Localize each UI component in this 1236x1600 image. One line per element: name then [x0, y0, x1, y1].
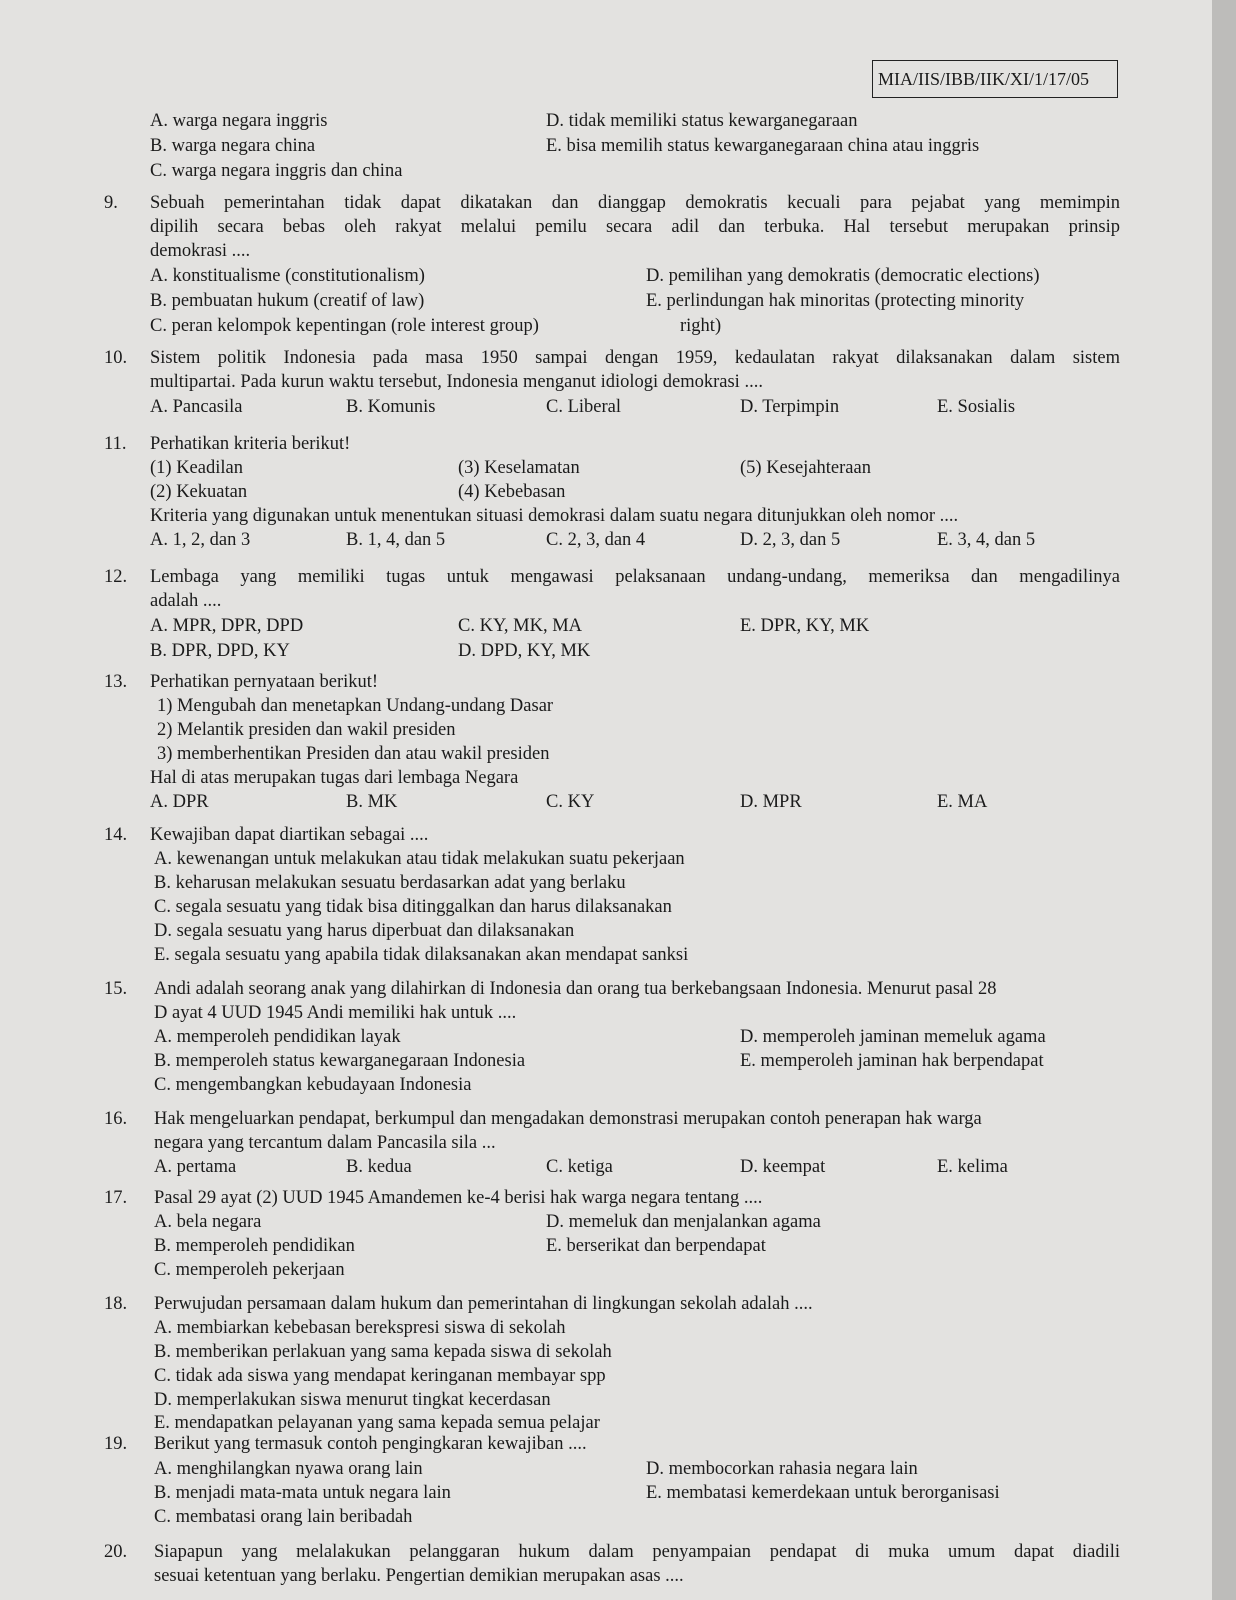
q9-option-e: E. perlindungan hak minoritas (protecting minority: [646, 291, 1025, 311]
q9-text-line1: Sebuah pemerintahan tidak dapat dikatakan dan dianggap demokratis kecuali para pejabat yang memimpin: [150, 193, 1120, 213]
q15-option-b: B. memperoleh status kewarganegaraan Indonesia: [154, 1051, 526, 1071]
q19-option-a: A. menghilangkan nyawa orang lain: [154, 1459, 423, 1479]
q9-option-d: D. pemilihan yang demokratis (democratic elections): [646, 266, 1040, 286]
q13-option-c: C. KY: [546, 792, 595, 812]
q8-option-d: D. tidak memiliki status kewarganegaraan: [546, 111, 858, 131]
q11-text-line2: Kriteria yang digunakan untuk menentukan situasi demokrasi dalam suatu negara ditunjukkan oleh nomor ....: [150, 506, 959, 526]
q18-text-line1: Perwujudan persamaan dalam hukum dan pemerintahan di lingkungan sekolah adalah ....: [154, 1294, 813, 1314]
q20-number: 20.: [104, 1542, 128, 1562]
q10-text-line2: multipartai. Pada kurun waktu tersebut, Indonesia menganut idiologi demokrasi ....: [150, 372, 763, 392]
q19-text-line1: Berikut yang termasuk contoh pengingkaran kewajiban ....: [154, 1434, 587, 1454]
q18-option-e: E. mendapatkan pelayanan yang sama kepada semua pelajar: [154, 1413, 600, 1433]
q14-option-d: D. segala sesuatu yang harus diperbuat dan dilaksanakan: [154, 921, 575, 941]
q10-option-a: A. Pancasila: [150, 397, 243, 417]
q18-option-c: C. tidak ada siswa yang mendapat keringanan membayar spp: [154, 1366, 606, 1386]
q14-text-line1: Kewajiban dapat diartikan sebagai ....: [150, 825, 429, 845]
q8-option-e: E. bisa memilih status kewarganegaraan china atau inggris: [546, 136, 980, 156]
q10-number: 10.: [104, 348, 128, 368]
q11-option-e: E. 3, 4, dan 5: [937, 530, 1036, 550]
q17-option-a: A. bela negara: [154, 1212, 262, 1232]
q10-option-e: E. Sosialis: [937, 397, 1016, 417]
q15-text-line2: D ayat 4 UUD 1945 Andi memiliki hak untuk ....: [154, 1003, 517, 1023]
q16-option-d: D. keempat: [740, 1157, 826, 1177]
q8-option-a: A. warga negara inggris: [150, 111, 328, 131]
q11-number: 11.: [104, 434, 127, 454]
q12-text-line2: adalah ....: [150, 591, 222, 611]
q15-option-c: C. mengembangkan kebudayaan Indonesia: [154, 1075, 472, 1095]
q12-number: 12.: [104, 567, 128, 587]
q19-number: 19.: [104, 1434, 128, 1454]
q9-option-a: A. konstitualisme (constitutionalism): [150, 266, 425, 286]
q13-option-d: D. MPR: [740, 792, 802, 812]
q8-option-c: C. warga negara inggris dan china: [150, 161, 403, 181]
q20-text-line2: sesuai ketentuan yang berlaku. Pengertian demikian merupakan asas ....: [154, 1566, 684, 1586]
q15-option-e: E. memperoleh jaminan hak berpendapat: [740, 1051, 1044, 1071]
q9-text-line3: demokrasi ....: [150, 241, 251, 261]
q19-option-b: B. menjadi mata-mata untuk negara lain: [154, 1483, 451, 1503]
q16-option-a: A. pertama: [154, 1157, 237, 1177]
q11-text-line1: Perhatikan kriteria berikut!: [150, 434, 351, 454]
q12-option-b: B. DPR, DPD, KY: [150, 641, 290, 661]
q12-option-d: D. DPD, KY, MK: [458, 641, 591, 661]
q19-option-e: E. membatasi kemerdekaan untuk berorganisasi: [646, 1483, 1000, 1503]
q9-option-e-cont: right): [680, 316, 722, 336]
q13-option-b: B. MK: [346, 792, 398, 812]
q18-option-d: D. memperlakukan siswa menurut tingkat kecerdasan: [154, 1390, 551, 1410]
q15-number: 15.: [104, 979, 128, 999]
q11-option-c: C. 2, 3, dan 4: [546, 530, 646, 550]
q9-number: 9.: [104, 193, 118, 213]
q11-option-b: B. 1, 4, dan 5: [346, 530, 446, 550]
q14-option-c: C. segala sesuatu yang tidak bisa ditinggalkan dan harus dilaksanakan: [154, 897, 672, 917]
q9-option-c: C. peran kelompok kepentingan (role interest group): [150, 316, 539, 336]
q13-option-e: E. MA: [937, 792, 988, 812]
q11-criterion-4: (4) Kebebasan: [458, 482, 566, 502]
q16-number: 16.: [104, 1109, 128, 1129]
q16-option-b: B. kedua: [346, 1157, 412, 1177]
q14-option-a: A. kewenangan untuk melakukan atau tidak melakukan suatu pekerjaan: [154, 849, 685, 869]
q13-statement-2: 2) Melantik presiden dan wakil presiden: [157, 720, 456, 740]
q9-option-b: B. pembuatan hukum (creatif of law): [150, 291, 425, 311]
q20-text-line1: Siapapun yang melalakukan pelanggaran hukum dalam penyampaian pendapat di muka umum dapat diadili: [154, 1542, 1120, 1562]
q17-option-c: C. memperoleh pekerjaan: [154, 1260, 345, 1280]
q14-number: 14.: [104, 825, 128, 845]
q11-criterion-2: (2) Kekuatan: [150, 482, 248, 502]
q8-option-b: B. warga negara china: [150, 136, 316, 156]
q15-option-d: D. memperoleh jaminan memeluk agama: [740, 1027, 1046, 1047]
q13-statement-1: 1) Mengubah dan menetapkan Undang-undang Dasar: [157, 696, 554, 716]
q17-text-line1: Pasal 29 ayat (2) UUD 1945 Amandemen ke-4 berisi hak warga negara tentang ....: [154, 1188, 763, 1208]
q17-option-d: D. memeluk dan menjalankan agama: [546, 1212, 821, 1232]
q10-option-b: B. Komunis: [346, 397, 436, 417]
q16-text-line1: Hak mengeluarkan pendapat, berkumpul dan mengadakan demonstrasi merupakan contoh penerapan hak warga: [154, 1109, 982, 1129]
q18-option-a: A. membiarkan kebebasan berekspresi siswa di sekolah: [154, 1318, 566, 1338]
page-edge-shadow: [1212, 0, 1236, 1600]
q11-option-a: A. 1, 2, dan 3: [150, 530, 251, 550]
q10-option-c: C. Liberal: [546, 397, 622, 417]
q11-criterion-3: (3) Keselamatan: [458, 458, 580, 478]
q15-option-a: A. memperoleh pendidikan layak: [154, 1027, 401, 1047]
q10-text-line1: Sistem politik Indonesia pada masa 1950 sampai dengan 1959, kedaulatan rakyat dilaksanakan dalam sistem: [150, 348, 1120, 368]
q11-option-d: D. 2, 3, dan 5: [740, 530, 841, 550]
q9-text-line2: dipilih secara bebas oleh rakyat melalui pemilu secara adil dan terbuka. Hal tersebut merupakan prinsip: [150, 217, 1120, 237]
q14-option-e: E. segala sesuatu yang apabila tidak dilaksanakan akan mendapat sanksi: [154, 945, 689, 965]
q11-criterion-1: (1) Keadilan: [150, 458, 243, 478]
q12-option-e: E. DPR, KY, MK: [740, 616, 870, 636]
q13-text-line1: Perhatikan pernyataan berikut!: [150, 672, 379, 692]
q17-option-b: B. memperoleh pendidikan: [154, 1236, 355, 1256]
q13-text-line2: Hal di atas merupakan tugas dari lembaga Negara: [150, 768, 519, 788]
q16-text-line2: negara yang tercantum dalam Pancasila sila ...: [154, 1133, 496, 1153]
q18-option-b: B. memberikan perlakuan yang sama kepada siswa di sekolah: [154, 1342, 612, 1362]
q13-option-a: A. DPR: [150, 792, 209, 812]
q16-option-c: C. ketiga: [546, 1157, 613, 1177]
q10-option-d: D. Terpimpin: [740, 397, 840, 417]
q15-text-line1: Andi adalah seorang anak yang dilahirkan di Indonesia dan orang tua berkebangsaan Indonesia. Menurut pasal 28: [154, 979, 997, 999]
q13-statement-3: 3) memberhentikan Presiden dan atau wakil presiden: [157, 744, 550, 764]
q12-option-a: A. MPR, DPR, DPD: [150, 616, 304, 636]
q17-number: 17.: [104, 1188, 128, 1208]
q17-option-e: E. berserikat dan berpendapat: [546, 1236, 766, 1256]
q12-text-line1: Lembaga yang memiliki tugas untuk mengawasi pelaksanaan undang-undang, memeriksa dan mengadilinya: [150, 567, 1120, 587]
q13-number: 13.: [104, 672, 128, 692]
q19-option-c: C. membatasi orang lain beribadah: [154, 1507, 413, 1527]
q14-option-b: B. keharusan melakukan sesuatu berdasarkan adat yang berlaku: [154, 873, 626, 893]
document-code: MIA/IIS/IBB/IIK/XI/1/17/05: [872, 60, 1118, 98]
q16-option-e: E. kelima: [937, 1157, 1008, 1177]
q12-option-c: C. KY, MK, MA: [458, 616, 583, 636]
q19-option-d: D. membocorkan rahasia negara lain: [646, 1459, 918, 1479]
q18-number: 18.: [104, 1294, 128, 1314]
q11-criterion-5: (5) Kesejahteraan: [740, 458, 871, 478]
